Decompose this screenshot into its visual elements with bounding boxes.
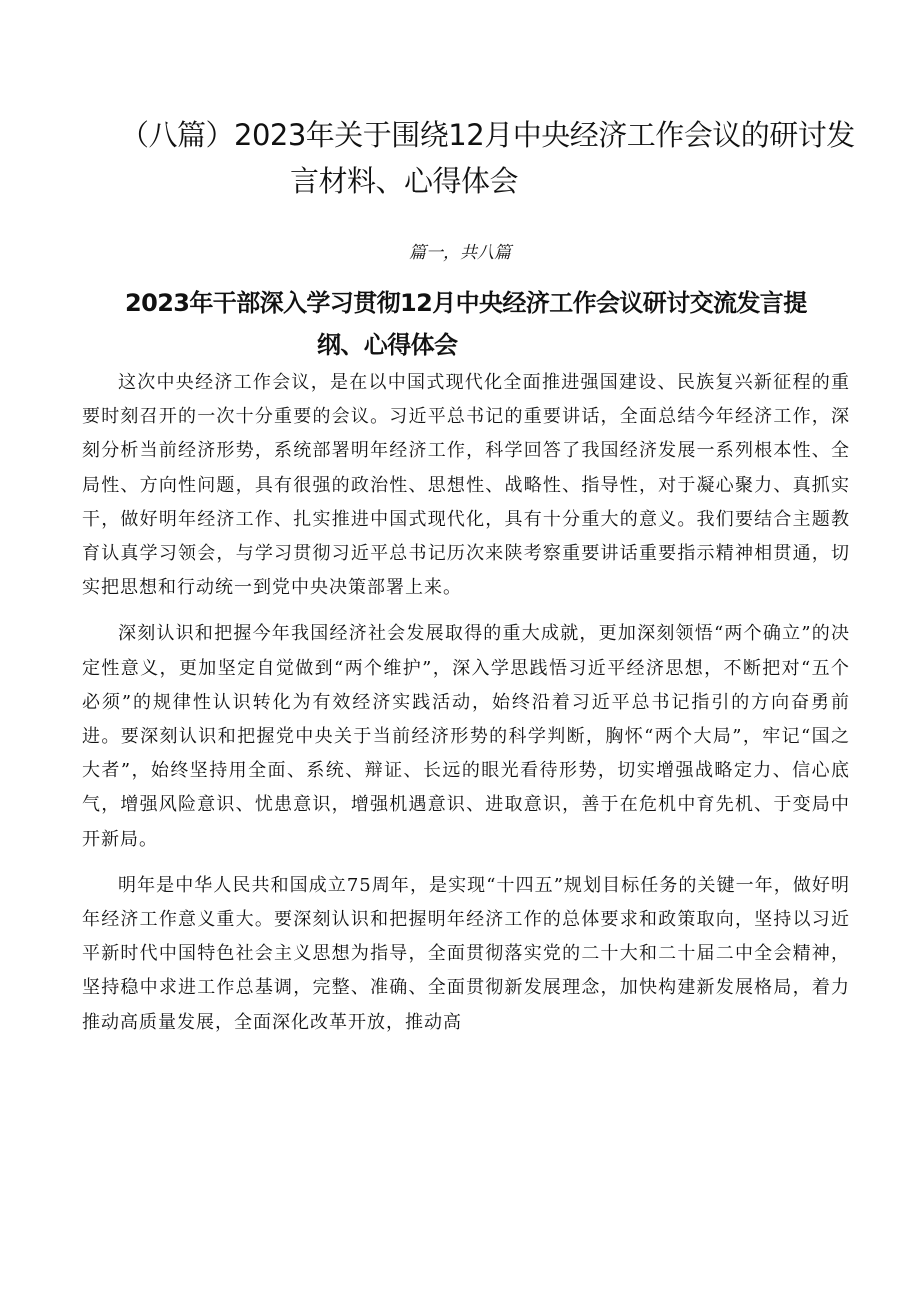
body-text: [82, 366, 850, 1052]
document-title-line-1: （八篇）2023年关于围绕12月中央经济工作会议的研讨发: [120, 118, 855, 152]
document-title-line-2: 言材料、心得体会: [290, 164, 519, 198]
document-title: [100, 112, 860, 204]
section-title-line-2: 纲、心得体会: [317, 331, 458, 359]
section-title-line-1: 2023年干部深入学习贯彻12月中央经济工作会议研讨交流发言提: [125, 289, 807, 317]
paragraph-3: 明年是中华人民共和国成立75周年，是实现“十四五”规划目标任务的关键一年，做好明年经济工作意义重大。要深刻认识和把握明年经济工作的总体要求和政策取向，坚持以习近平新时代中国特色社会主义思想为指导，全面贯彻落实党的二十大和二十届二中全会精神，坚持稳中求进工作总基调，完整、准确、全面贯彻新发展理念，加快构建新发展格局，着力推动高质量发展，全面深化改革开放，推动高: [82, 874, 850, 1033]
paragraph-2: 深刻认识和把握今年我国经济社会发展取得的重大成就，更加深刻领悟“两个确立”的决定性意义，更加坚定自觉做到“两个维护”，深入学思践悟习近平经济思想，不断把对“五个必须”的规律性认识转化为有效经济实践活动，始终沿着习近平总书记指引的方向奋勇前进。要深刻认识和把握党中央关于当前经济形势的科学判断，胸怀“两个大局”，牢记“国之大者”，始终坚持用全面、系统、辩证、长远的眼光看待形势，切实增强战略定力、信心底气，增强风险意识、忧患意识，增强机遇意识、进取意识，善于在危机中育先机、于变局中开新局。: [82, 623, 850, 850]
paragraph-1: 这次中央经济工作会议，是在以中国式现代化全面推进强国建设、民族复兴新征程的重要时刻召开的一次十分重要的会议。习近平总书记的重要讲话，全面总结今年经济工作，深刻分析当前经济形势，系统部署明年经济工作，科学回答了我国经济发展一系列根本性、全局性、方向性问题，具有很强的政治性、思想性、战略性、指导性，对于凝心聚力、真抓实干，做好明年经济工作、扎实推进中国式现代化，具有十分重大的意义。我们要结合主题教育认真学习领会，与学习贯彻习近平总书记历次来陕考察重要讲话重要指示精神相贯通，切实把思想和行动统一到党中央决策部署上来。: [82, 372, 850, 599]
section-title: [100, 282, 860, 366]
section-label: 篇一，共八篇: [409, 243, 511, 263]
